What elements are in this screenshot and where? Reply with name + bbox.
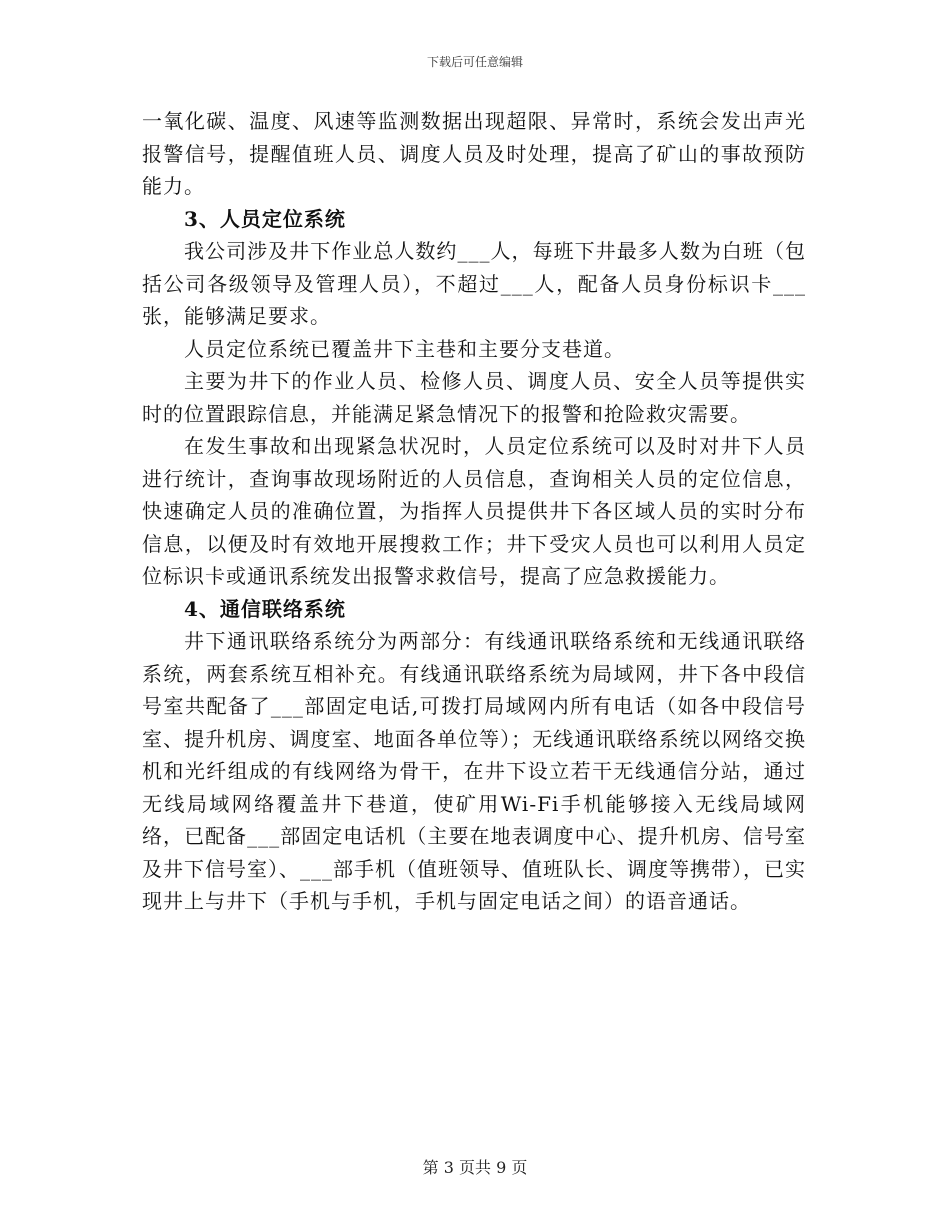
page-footer-page-number: 第 3 页共 9 页 <box>422 1158 528 1177</box>
document-body <box>142 105 806 918</box>
paragraph-communication: 井下通讯联络系统分为两部分：有线通讯联络系统和无线通讯联络系统，两套系统互相补充。有线通讯联络系统为局域网，井下各中段信号室共配备了___部固定电话,可拨打局域网内所有电话（如各中段信号室、提升机房、调度室、地面各单位等）；无线通讯联络系统以网络交换机和光纤组成的有线网络为骨干，在井下设立若干无线通信分站，通过无线局域网络覆盖井下巷道，使矿用Wi-Fi手机能够接入无线局域网络，已配备___部固定电话机（主要在地表调度中心、提升机房、信号室及井下信号室）、___部手机（值班领导、值班队长、调度等携带），已实现井上与井下（手机与手机，手机与固定电话之间）的语音通话。 <box>142 629 806 913</box>
section-heading-personnel-positioning: 3、人员定位系统 <box>184 206 346 231</box>
section-heading-communication: 4、通信联络系统 <box>184 596 346 621</box>
paragraph-emergency: 在发生事故和出现紧急状况时，人员定位系统可以及时对井下人员进行统计，查询事故现场附近的人员信息，查询相关人员的定位信息，快速确定人员的准确位置，为指挥人员提供井下各区域人员的实时分布信息，以便及时有效地开展搜救工作；井下受灾人员也可以利用人员定位标识卡或通讯系统发出报警求救信号，提高了应急救援能力。 <box>142 434 806 588</box>
paragraph-tracking: 主要为井下的作业人员、检修人员、调度人员、安全人员等提供实时的位置跟踪信息，并能满足紧急情况下的报警和抢险救灾需要。 <box>142 369 806 426</box>
paragraph-coverage: 人员定位系统已覆盖井下主巷和主要分支巷道。 <box>184 336 625 361</box>
paragraph-intro-continued: 一氧化碳、温度、风速等监测数据出现超限、异常时，系统会发出声光报警信号，提醒值班人员、调度人员及时处理，提高了矿山的事故预防能力。 <box>142 109 806 198</box>
paragraph-personnel-count: 我公司涉及井下作业总人数约___人，每班下井最多人数为白班（包括公司各级领导及管理人员），不超过___人，配备人员身份标识卡___张，能够满足要求。 <box>142 239 806 328</box>
page-header: 下载后可任意编辑 <box>426 55 523 69</box>
